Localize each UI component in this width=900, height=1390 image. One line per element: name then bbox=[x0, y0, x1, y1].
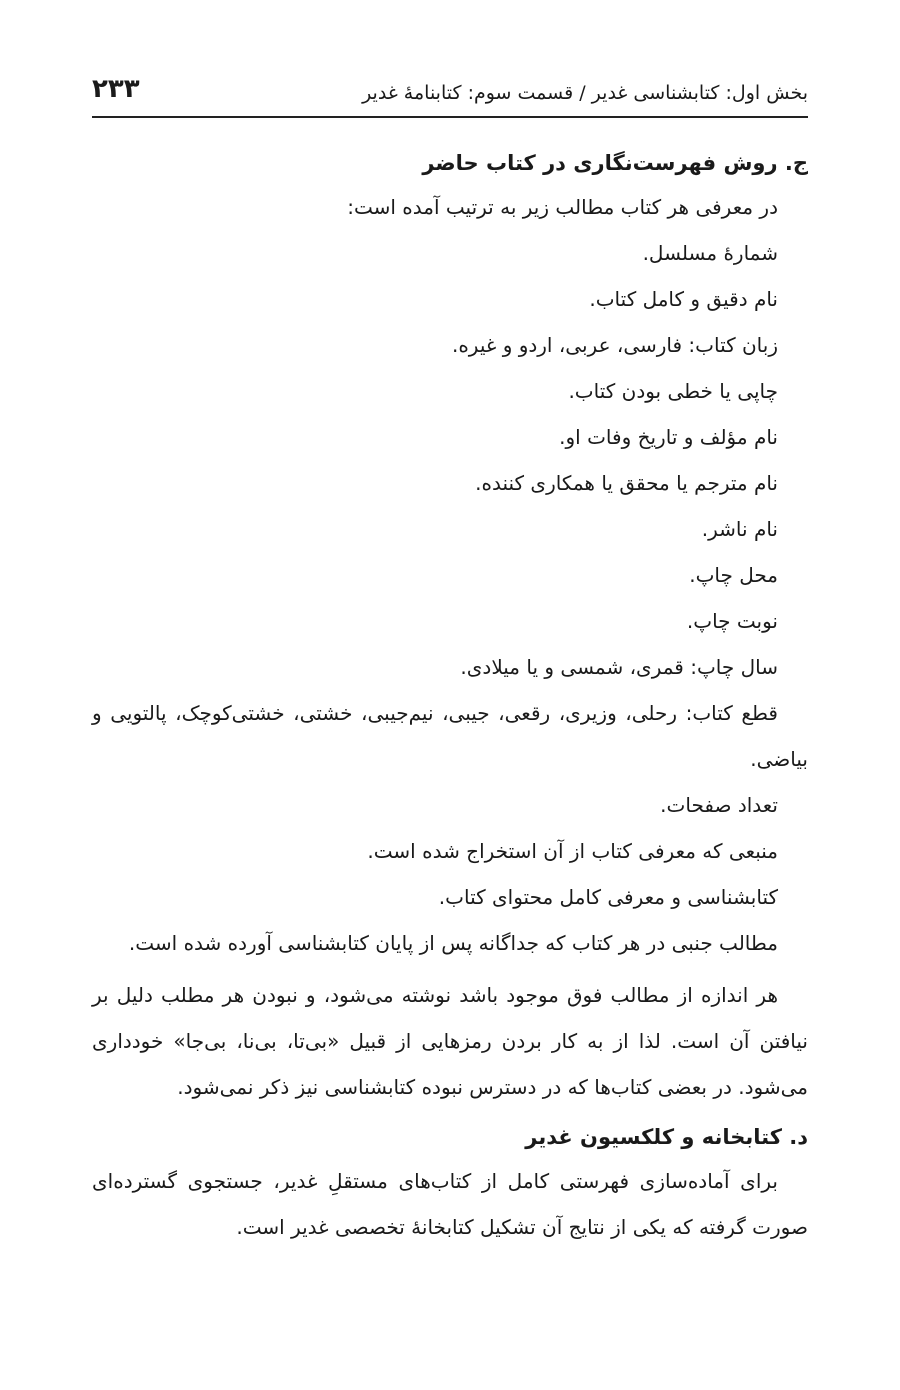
list-item: محل چاپ. bbox=[689, 563, 778, 587]
page-header bbox=[92, 62, 808, 118]
list-item: نام ناشر. bbox=[701, 517, 778, 541]
page-number: ۲۳۳ bbox=[92, 74, 140, 104]
field-list bbox=[92, 230, 808, 966]
list-item: نام مؤلف و تاریخ وفات او. bbox=[559, 425, 778, 449]
list-item: منبعی که معرفی کتاب از آن استخراج شده است. bbox=[367, 839, 778, 863]
list-item: مطالب جنبی در هر کتاب که جداگانه پس از پایان کتابشناسی آورده شده است. bbox=[128, 931, 778, 955]
list-item: قطع کتاب: رحلی، وزیری، رقعی، جیبی، نیم‌جیبی، خشتی، خشتی‌کوچک، پالتویی و بیاضی. bbox=[92, 701, 808, 771]
section-d-heading: د. کتابخانه و کلکسیون غدیر bbox=[525, 1125, 808, 1149]
list-item: نوبت چاپ. bbox=[686, 609, 778, 633]
list-item: نام دقیق و کامل کتاب. bbox=[589, 287, 778, 311]
page-body bbox=[92, 142, 808, 1250]
list-item: تعداد صفحات. bbox=[660, 793, 778, 817]
list-item: سال چاپ: قمری، شمسی و یا میلادی. bbox=[460, 655, 778, 679]
list-item: چاپی یا خطی بودن کتاب. bbox=[568, 379, 778, 403]
list-item: نام مترجم یا محقق یا همکاری کننده. bbox=[475, 471, 778, 495]
list-item: شمارهٔ مسلسل. bbox=[642, 241, 778, 265]
section-c-intro: در معرفی هر کتاب مطالب زیر به ترتیب آمده است: bbox=[347, 195, 778, 219]
section-c-closing-paragraph: هر اندازه از مطالب فوق موجود باشد نوشته می‌شود، و نبودن هر مطلب دلیل بر نیافتن آن است. لذا از به کار بردن رمزهایی از قبیل «بی‌تا، بی‌نا، بی‌جا» خودداری می‌شود. در بعضی کتاب‌ها که در دسترس نبوده کتابشناسی نیز ذکر نمی‌شود. bbox=[92, 983, 808, 1099]
section-d-paragraph: برای آماده‌سازی فهرستی کامل از کتاب‌های مستقلِ غدیر، جستجوی گسترده‌ای صورت گرفته که یکی از نتایج آن تشکیل کتابخانهٔ تخصصی غدیر است. bbox=[92, 1169, 808, 1239]
section-c-heading: ج. روش فهرست‌نگاری در کتاب حاضر bbox=[422, 151, 808, 175]
running-title: بخش اول: کتابشناسی غدیر / قسمت سوم: کتابنامهٔ غدیر bbox=[362, 82, 808, 104]
list-item: زبان کتاب: فارسی، عربی، اردو و غیره. bbox=[451, 333, 778, 357]
list-item: کتابشناسی و معرفی کامل محتوای کتاب. bbox=[438, 885, 778, 909]
